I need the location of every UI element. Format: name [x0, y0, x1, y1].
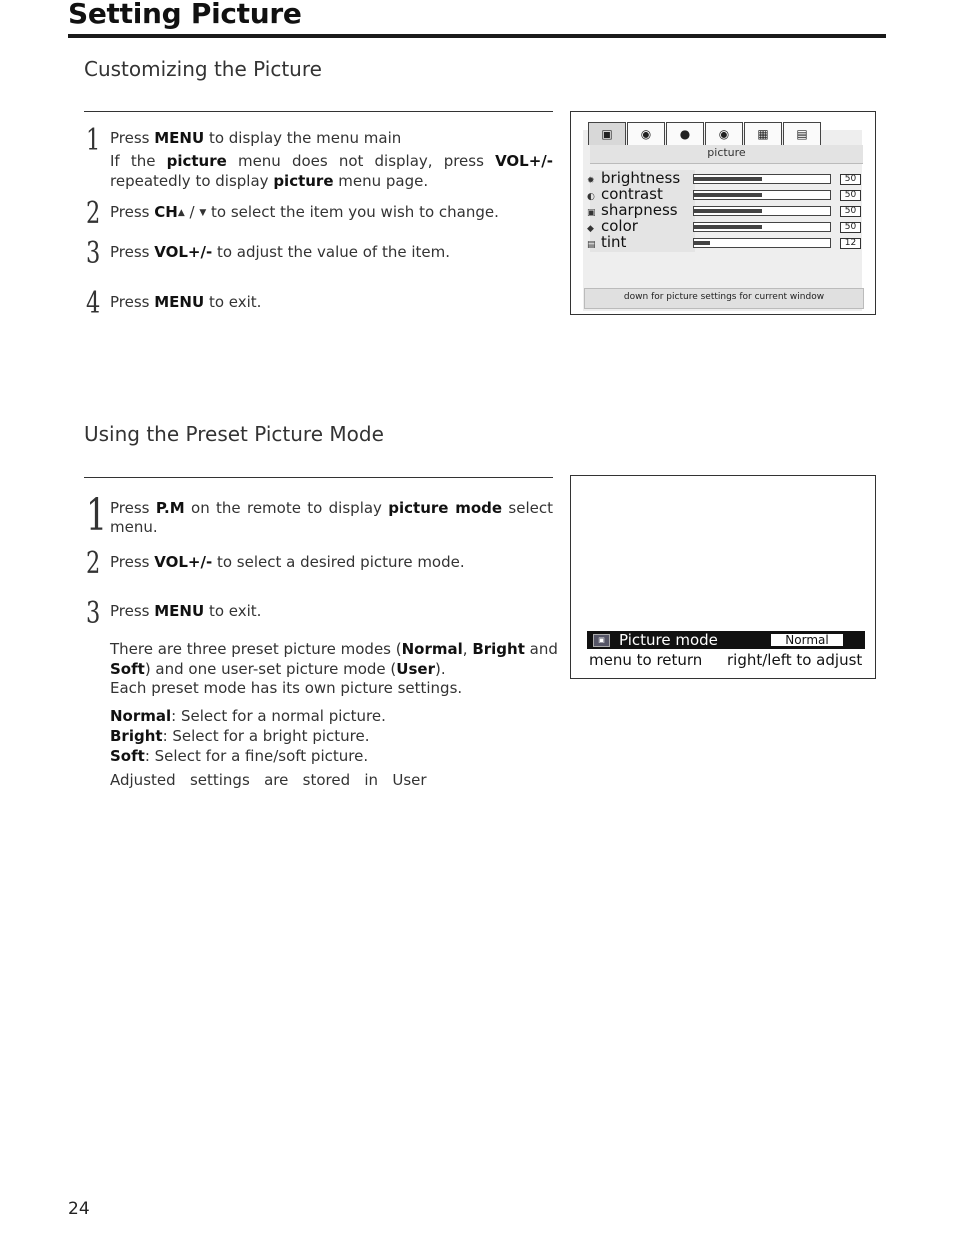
slider-brightness[interactable]: [693, 174, 831, 184]
setup-tab-icon[interactable]: ◉: [705, 122, 743, 145]
pm-step2-text: Press VOL+/- to select a desired picture mode.: [110, 553, 465, 571]
channel-tab-icon[interactable]: ●: [666, 122, 704, 145]
section-heading-preset: Using the Preset Picture Mode: [84, 422, 384, 446]
color-icon: ◆: [587, 224, 594, 234]
slider-fill: [694, 225, 762, 229]
step2-text: Press CH▲ / ▼ to select the item you wish to change.: [110, 203, 499, 221]
sound-tab-icon[interactable]: ◉: [627, 122, 665, 145]
menu-item-label: color: [601, 217, 638, 235]
page-number: 24: [68, 1199, 90, 1219]
pm-step1-line1: Press P.M on the remote to display picture mode select: [110, 499, 553, 517]
step1-line1: Press MENU to display the menu main: [110, 129, 402, 147]
pm-step3-text: Press MENU to exit.: [110, 602, 262, 620]
modes-intro-line1: There are three preset picture modes (Normal, Bright and: [110, 640, 558, 658]
value-brightness: 50: [840, 174, 861, 185]
mode-bright-desc: Bright: Select for a bright picture.: [110, 727, 370, 745]
slider-fill: [694, 241, 710, 245]
picture-tab-icon[interactable]: ▣: [588, 122, 626, 145]
adjusted-settings-note: Adjusted settings are stored in User: [110, 771, 427, 789]
menu-tabstrip: [588, 122, 822, 146]
menu-item-color[interactable]: [587, 218, 638, 234]
value-sharpness: 50: [840, 206, 861, 217]
menu-item-contrast[interactable]: [587, 186, 663, 202]
picture-mode-label: Picture mode: [619, 631, 718, 649]
value-tint: 12: [840, 238, 861, 249]
step-number-3: 3: [86, 236, 101, 271]
mode-soft-desc: Soft: Select for a fine/soft picture.: [110, 747, 369, 765]
contrast-icon: ◐: [587, 192, 595, 202]
menu-item-label: sharpness: [601, 201, 678, 219]
slider-color[interactable]: [693, 222, 831, 232]
step-number-2: 2: [86, 196, 101, 231]
menu-item-tint[interactable]: [587, 234, 626, 250]
value-color: 50: [840, 222, 861, 233]
step2-number-3: 3: [86, 596, 101, 631]
menu-item-sharpness[interactable]: [587, 202, 678, 218]
modes-intro-line3: Each preset mode has its own picture settings.: [110, 679, 463, 697]
step-number-1: 1: [86, 123, 101, 158]
menu-footer: down for picture settings for current window: [584, 288, 864, 309]
section2-rule: [84, 477, 553, 478]
picture-mode-screen: [570, 475, 876, 679]
menu-item-label: brightness: [601, 169, 681, 187]
pm-step1-line2: menu.: [110, 518, 158, 536]
mode-normal-desc: Normal: Select for a normal picture.: [110, 707, 386, 725]
slider-tint[interactable]: [693, 238, 831, 248]
window-tab-icon[interactable]: ▤: [783, 122, 821, 145]
triangle-down-icon: ▼: [199, 208, 207, 218]
step1-line3: repeatedly to display picture menu page.: [110, 172, 429, 190]
picture-menu-screen: [570, 111, 876, 315]
slider-fill: [694, 177, 762, 181]
menu-item-label: tint: [601, 233, 627, 251]
step4-text: Press MENU to exit.: [110, 293, 262, 311]
value-contrast: 50: [840, 190, 861, 201]
title-rule: [68, 34, 886, 38]
modes-intro-line2: Soft) and one user-set picture mode (User).: [110, 660, 446, 678]
slider-contrast[interactable]: [693, 190, 831, 200]
menu-item-brightness[interactable]: [587, 170, 680, 186]
triangle-up-icon: ▲: [177, 208, 185, 218]
hint-adjust: right/left to adjust: [727, 651, 863, 669]
hint-menu-return: menu to return: [589, 651, 703, 669]
slider-sharpness[interactable]: [693, 206, 831, 216]
menu-item-label: contrast: [601, 185, 663, 203]
section1-rule: [84, 111, 553, 112]
picture-mode-bar[interactable]: [587, 631, 865, 649]
step3-text: Press VOL+/- to adjust the value of the item.: [110, 243, 451, 261]
slider-fill: [694, 209, 762, 213]
screen-tab-icon[interactable]: ▦: [744, 122, 782, 145]
picture-mode-value[interactable]: Normal: [771, 634, 843, 646]
sharpness-icon: ▣: [587, 208, 596, 218]
step1-line2: If the picture menu does not display, press VOL+/-: [110, 152, 553, 170]
picture-mode-icon: ▣: [593, 634, 610, 647]
tint-icon: ▤: [587, 240, 596, 250]
step2-number-1: 1: [86, 490, 107, 541]
section-heading-customizing: Customizing the Picture: [84, 57, 322, 81]
step2-number-2: 2: [86, 546, 101, 581]
page-title: Setting Picture: [68, 0, 302, 30]
step-number-4: 4: [86, 286, 101, 321]
menu-title: picture: [590, 145, 863, 164]
slider-fill: [694, 193, 762, 197]
brightness-icon: ✹: [587, 176, 595, 186]
